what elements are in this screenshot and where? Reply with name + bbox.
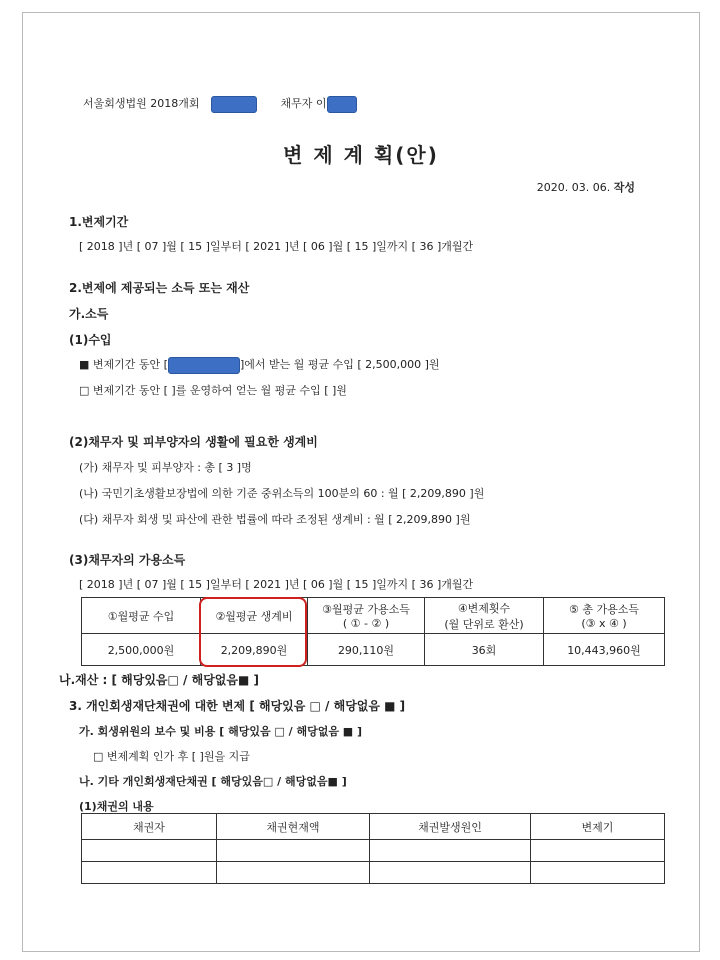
header-text: ⑤ 총 가용소득 [569, 603, 639, 616]
header-text: ④변제횟수 [457, 601, 511, 615]
property-line: 나.재산 : [ 해당있음□ / 해당없음■ ] [59, 673, 259, 687]
living-cost-na: (나) 국민기초생활보장법에 의한 기준 중위소득의 100분의 60 : 월 [ 2,209,890 ]원 [79, 487, 485, 500]
repayment-period: [ 2018 ]년 [ 07 ]월 [ 15 ]일부터 [ 2021 ]년 [ 06 ]월 [ 15 ]일까지 [ 36 ]개월간 [79, 240, 474, 253]
income-line-1-pre: ■ 변제기간 동안 [ [79, 358, 168, 371]
table-cell [370, 862, 531, 884]
subheader-text: (월 단위로 환산) [444, 617, 524, 631]
table-header-cell: 채권발생원인 [370, 814, 531, 840]
table-header-cell: 변제기 [531, 814, 665, 840]
redaction-box [327, 96, 357, 113]
table-row [82, 634, 665, 666]
table-cell: 36회 [425, 634, 544, 666]
subheader-text: (③ x ④ ) [581, 617, 627, 630]
table-header-cell [308, 598, 425, 634]
table-cell [82, 862, 217, 884]
document-date [537, 179, 635, 195]
table-cell: 10,443,960원 [544, 634, 665, 666]
table-cell [370, 840, 531, 862]
table-header-cell [82, 598, 201, 634]
living-cost-ga: (가) 채무자 및 피부양자 : 총 [ 3 ]명 [79, 461, 252, 474]
date-value: 2020. 03. 06. [536, 181, 611, 194]
commissioner-fee-detail: □ 변제계획 인가 후 [ ]원을 지급 [93, 750, 250, 763]
highlight-box [199, 597, 307, 667]
header-text: ①월평균 수입 [107, 609, 175, 623]
table-header-cell [544, 598, 665, 634]
page-title: 변 제 계 획(안) [283, 143, 439, 167]
available-income-period: [ 2018 ]년 [ 07 ]월 [ 15 ]일부터 [ 2021 ]년 [ 06 ]월 [ 15 ]일까지 [ 36 ]개월간 [79, 578, 474, 591]
table-header-cell: 채권자 [82, 814, 217, 840]
document-page [22, 12, 700, 952]
redaction-box [168, 357, 240, 374]
date-suffix: 작성 [613, 181, 635, 194]
income-line-1-post: ]에서 받는 월 평균 수입 [ 2,500,000 ]원 [239, 358, 440, 371]
section-1-heading: 1.변제기간 [69, 215, 129, 229]
claims-table [81, 813, 665, 884]
header-text: ②월평균 생계비 [215, 609, 293, 623]
table-header-cell: 채권현재액 [217, 814, 370, 840]
income-line-1 [79, 356, 440, 374]
header-line [83, 95, 357, 113]
living-cost-da: (다) 채무자 회생 및 파산에 관한 법률에 따라 조정된 생계비 : 월 [ 2,209,890 ]원 [79, 513, 471, 526]
available-income-table [81, 597, 665, 666]
available-income-heading: (3)채무자의 가용소득 [69, 553, 186, 567]
income-heading: (1)수입 [69, 333, 112, 347]
court-name: 서울회생법원 2018개회 [83, 97, 200, 110]
table-cell [531, 862, 665, 884]
table-header-cell [425, 598, 544, 634]
section-3-heading: 3. 개인회생재단채권에 대한 변제 [ 해당있음 □ / 해당없음 ■ ] [69, 699, 406, 713]
table-header-row [82, 814, 665, 840]
table-cell [217, 862, 370, 884]
table-cell: 2,209,890원 [201, 634, 308, 666]
table-cell [217, 840, 370, 862]
debtor-label: 채무자 이 [280, 97, 327, 110]
header-text: ③월평균 가용소득 [322, 603, 410, 616]
income-line-2: □ 변제기간 동안 [ ]를 운영하여 얻는 월 평균 수입 [ ]원 [79, 384, 347, 397]
table-cell [531, 840, 665, 862]
redaction-box [211, 96, 257, 113]
section-2-heading: 2.변제에 제공되는 소득 또는 재산 [69, 281, 250, 295]
claims-heading: (1)채권의 내용 [79, 800, 154, 813]
table-cell: 290,110원 [308, 634, 425, 666]
table-header-row [82, 598, 665, 634]
income-subsection: 가.소득 [69, 307, 109, 321]
living-cost-heading: (2)채무자 및 피부양자의 생활에 필요한 생계비 [69, 435, 318, 449]
commissioner-fee: 가. 회생위원의 보수 및 비용 [ 해당있음 □ / 해당없음 ■ ] [79, 725, 363, 738]
table-cell: 2,500,000원 [82, 634, 201, 666]
table-row [82, 862, 665, 884]
subheader-text: ( ① - ② ) [342, 617, 390, 630]
other-claims: 나. 기타 개인회생재단채권 [ 해당있음□ / 해당없음■ ] [79, 775, 347, 788]
table-row [82, 840, 665, 862]
table-cell [82, 840, 217, 862]
